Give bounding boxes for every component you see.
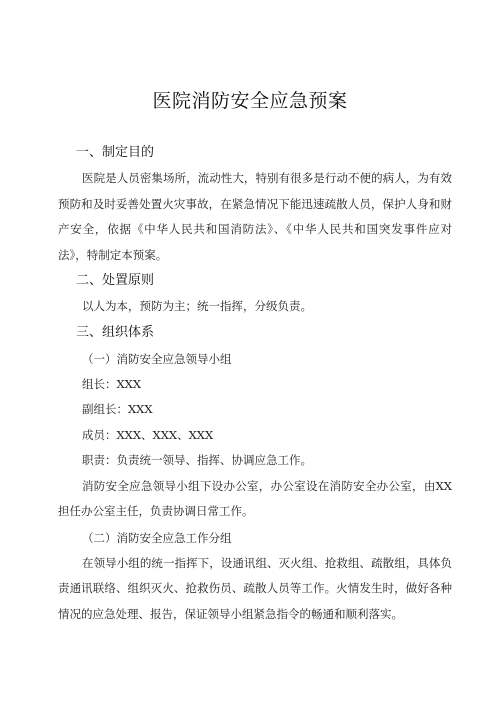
work-groups-title: （二）消防安全应急工作分组	[82, 530, 232, 545]
office-paragraph: 消防安全应急领导小组下设办公室，办公室设在消防安全办公室，由XX担任办公室主任，负责协调日常工作。	[58, 478, 452, 518]
deputy-leader-line: 副组长：XXX	[82, 402, 153, 416]
section-heading-purpose: 一、制定目的	[76, 145, 155, 160]
document-body	[58, 140, 452, 627]
group-leader-line: 组长：XXX	[82, 376, 142, 391]
document-title: 医院消防安全应急预案	[152, 90, 348, 112]
work-groups-paragraph: 在领导小组的统一指挥下，设通讯组、灭火组、抢救组、疏散组，具体负责通讯联络、组织灭火、抢救伤员、疏散人员等工作。火情发生时，做好各种情况的应急处理、报告，保证领导小组紧急指令的畅通和顺利落实。	[58, 555, 452, 621]
principles-paragraph: 以人为本，预防为主；统一指挥，分级负责。	[82, 299, 312, 313]
leadership-group-title: （一）消防安全应急领导小组	[82, 351, 232, 366]
section-heading-principles: 二、处置原则	[76, 273, 155, 288]
members-line: 成员：XXX、XXX、XXX	[82, 427, 214, 442]
purpose-paragraph: 医院是人员密集场所，流动性大，特别有很多是行动不便的病人，为有效预防和及时妥善处置火灾事故，在紧急情况下能迅速疏散人员，保护人身和财产安全，依据《中华人民共和国消防法》、《中华人民共和国突发事件应对法》，特制定本预案。	[58, 171, 452, 262]
section-heading-organization: 三、组织体系	[76, 324, 155, 340]
duty-line: 职责：负责统一领导、指挥、协调应急工作。	[82, 453, 312, 467]
